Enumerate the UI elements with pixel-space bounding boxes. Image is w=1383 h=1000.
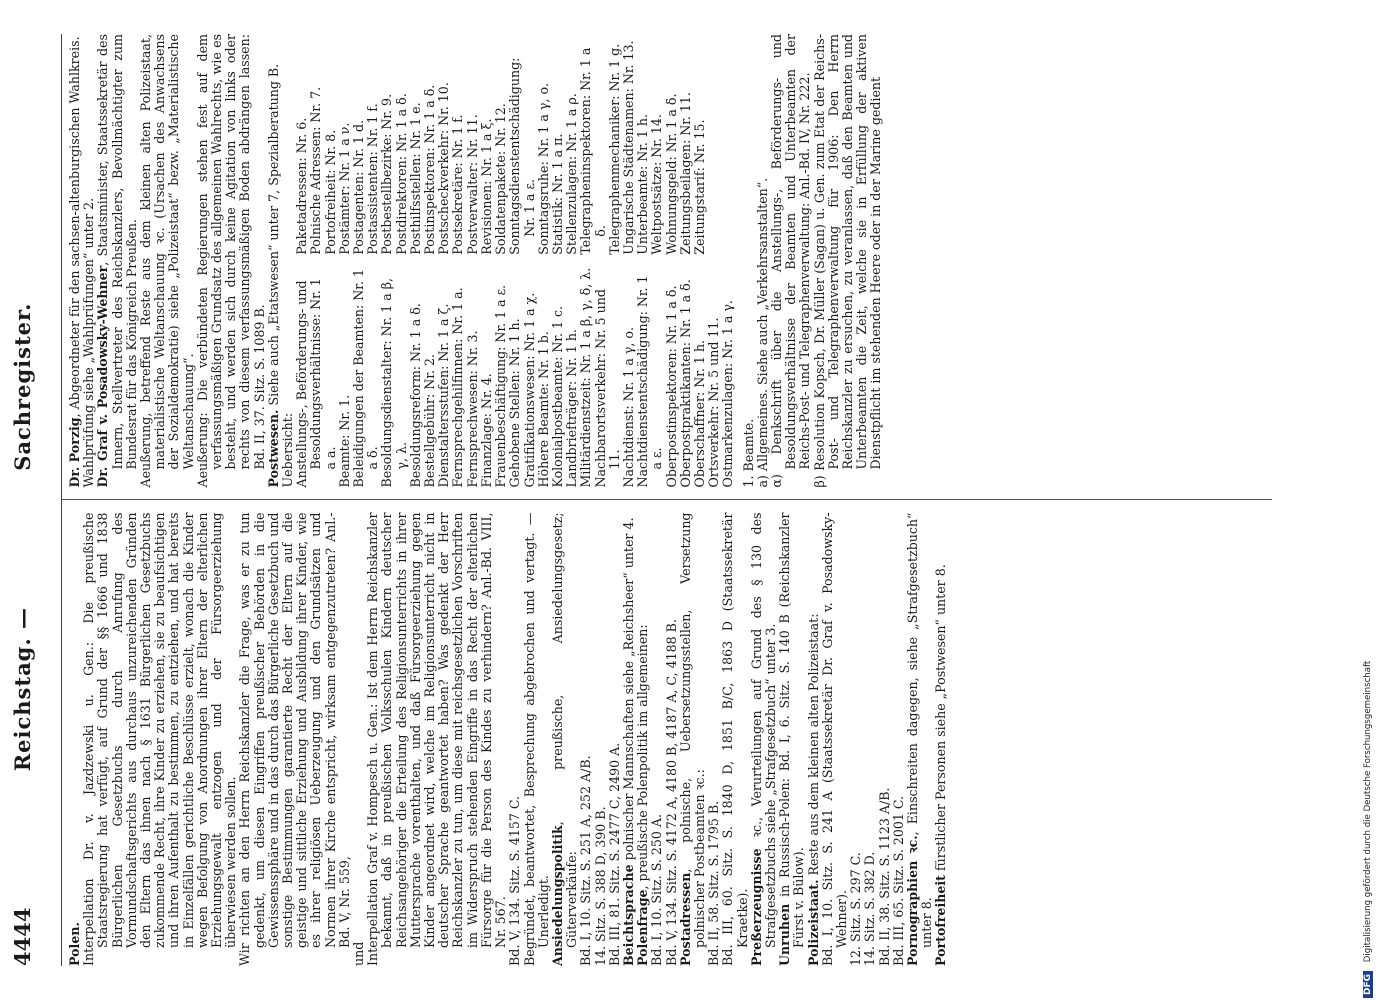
entry-text: Bd. II, 38. Sitz. S. 1123 A/B.	[876, 787, 892, 966]
index-entry	[68, 34, 82, 488]
overview-item: Ostmarkenzulagen: Nr. 1 a γ.	[720, 300, 736, 488]
index-entry	[636, 513, 650, 967]
entry-text: Aeußerung: Die verbündeten Regierungen stehen fest auf dem verfassungsmäßigen Grundsatz des allgemeinen Wahlrechts, wie es besteht, und werden sich durch keine Agitation von links oder rechts von diesem verfassungsmäßigen Boden abdrängen lassen: Bd. II, 37. Sitz. S. 1089 B.	[194, 34, 267, 488]
overview-item: Postagenten: Nr. 1 d.	[351, 119, 367, 255]
index-entry	[906, 513, 934, 967]
entry-text: 12. Sitz. S. 297 C.	[848, 852, 864, 966]
entry-text: , polnische, Uebersetzungsstellen, Versetzung polnischer Postbeamten ꝛc.:	[677, 512, 707, 948]
overview-item: Frauenbeschäftigung: Nr. 1 a ε.	[493, 284, 509, 488]
overview-item: Dienstaltersstufen: Nr. 1 a ζ.	[436, 303, 452, 488]
overview-item: Fernsprechgehilfinnen: Nr. 1 a.	[450, 287, 466, 488]
overview-item: Statistik: Nr. 1 a π.	[549, 133, 565, 255]
overview-item: Postverwalter: Nr. 11.	[464, 114, 480, 255]
entry-text: Interpellation Dr. v. Jazdzewski u. Gen.: Die preußische Staatsregierung hat verfügt, auf Grund der §§ 1666 und 1838 Bürgerlichen Gesetzbuchs durch Anrufung des Vormundschaftsgerichts aus durchaus unzureichenden Gründen den Eltern das ihnen nach § 1631 Bürgerlichen Gesetzbuchs zukommende Recht, ihre Kinder zu erziehen, sie zu beaufsichtigen und ihren Aufenthalt zu bestimmen, zu entziehen, und hat bereits in Einzelfällen gerichtliche Beschlüsse erzielt, wonach die Kinder wegen Befolgung von Anordnungen ihrer Eltern der elterlichen Erziehungsgewalt entzogen und der Fürsorgeerziehung überwiesen werden sollen.	[81, 512, 239, 966]
entry-text: , Einschreiten dagegen, siehe „Strafgesetzbuch“ unter 8.	[904, 512, 935, 948]
side-note	[1363, 8, 1377, 998]
entry-text: Bd. III, 60. Sitz. S. 1840 D, 1851 B/C, 1863 D (Staatssekretär Kraetke).	[720, 512, 750, 966]
index-entry	[508, 513, 522, 967]
entry-text: 1. Beamte.	[740, 418, 756, 488]
overview-item: Gehobene Stellen: Nr. 1 h.	[507, 318, 523, 488]
entry-text: ꝛc., Verurteilungen auf Grund des § 130 des Strafgesetzbuchs siehe „Strafgesetzbuch“ unter 3.	[748, 512, 778, 948]
overview-list	[295, 34, 735, 488]
index-entry	[238, 513, 352, 967]
entry-text: Siehe auch „Etatswesen“ unter 7, Spezialberatung B.	[265, 63, 281, 410]
index-entry	[707, 513, 721, 967]
entry-keyword: Ansiedelungspolitik	[549, 825, 565, 966]
overview-item: Besoldungsreform: Nr. 1 a δ.	[407, 303, 423, 488]
overview-item: Nachbarortsverkehr: Nr. 5 und 11.	[592, 289, 622, 488]
entry-text: Bd. I, 10. Sitz. S. 251 A, 252 A/B.	[578, 755, 594, 966]
index-entry	[68, 513, 82, 967]
entry-text: , Abgeordneter für den sachsen-altenburgischen Wahlkreis.	[67, 36, 82, 418]
index-entry	[849, 513, 863, 967]
entry-text: Aeußerung, betreffend Reste aus dem kleinen alten Polizeistaat, materialistische Weltanschauung ꝛc. (Ursachen des Anwachsens der Sozialdemokratie) siehe „Polizeistaat“ bezw. „Materialistische Weltanschauung“.	[138, 34, 196, 488]
entry-text: Bd. III, 81. Sitz. S. 2477 C, 2490 A.	[606, 742, 622, 966]
index-entry	[770, 34, 813, 488]
index-entry	[82, 513, 238, 967]
index-entry	[594, 513, 608, 967]
overview-item: Besoldungsdienstalter: Nr. 1 a β, γ, λ.	[379, 277, 409, 488]
right-column	[62, 34, 1272, 501]
overview-item: Unterbeamte: Nr. 1 h.	[635, 113, 651, 255]
overview-item: Postbestellbezirke: Nr. 9.	[379, 93, 395, 255]
entry-keyword: Beichtsprache	[620, 864, 636, 966]
index-entry	[679, 513, 707, 967]
overview-item: Revisionen: Nr. 1 a ξ.	[478, 118, 494, 255]
entry-keyword: Dr. Graf v. Posadowsky-Wehner	[95, 265, 111, 488]
index-entry	[756, 34, 770, 488]
overview-item: Höhere Beamte: Nr. 1 b.	[535, 331, 551, 488]
entry-text: Begründet, beantwortet, Besprechung abgebrochen und vertagt. — Unerledigt.	[521, 512, 551, 966]
entry-text: Bd. I, 10. Sitz. S. 241 A (Staatssekretär Dr. Graf v. Posadowsky-Wehner).	[819, 512, 849, 966]
index-entry	[650, 513, 664, 967]
index-entry	[139, 34, 196, 488]
overview-item: Portofreiheit: Nr. 8.	[322, 129, 338, 255]
overview-item: Ortsverkehr: Nr. 5 und 11.	[706, 317, 722, 488]
index-entry	[778, 513, 806, 967]
overview-item: Sonntagsdienstentschädigung: Nr. 1 a ε.	[507, 57, 537, 255]
entry-text: , Staatsminister, Staatssekretär des Innern, Stellvertreter des Reichskanzlers, Bevollmächtigter zum Bundesrat für das Königreich Preußen.	[95, 34, 139, 470]
entry-text: a) Allgemeines. Siehe auch „Verkehrsanstalten“.	[754, 177, 770, 488]
overview-item: Postdirektoren: Nr. 1 a δ.	[393, 93, 409, 255]
entry-keyword: Preßerzeugnisse	[748, 848, 764, 966]
overview-item: Zeitungstarif: Nr. 15.	[691, 119, 707, 255]
overview-item: Zeitungsbeilagen: Nr. 11.	[677, 92, 693, 255]
page-number: 4444	[10, 907, 35, 966]
overview-item: Oberschaffner: Nr. 1 h.	[691, 339, 707, 488]
index-entry	[366, 513, 508, 967]
entry-keyword: Postadressen	[677, 872, 693, 966]
overview-item: Militärdienstzeit: Nr. 1 a β, γ, δ, λ.	[578, 267, 594, 488]
entry-text: 14. Sitz. S. 382 D.	[862, 851, 878, 966]
entry-text: und	[351, 941, 367, 966]
entry-keyword: Portofreiheit	[933, 874, 949, 966]
overview-item: Kolonialpostbeamte: Nr. 1 c.	[549, 305, 565, 488]
index-entry	[750, 513, 778, 967]
entry-text: , preußische, Ansiedelungsgesetz; Güterverkäufe:	[549, 512, 580, 948]
overview-item: Polnische Adressen: Nr. 7.	[308, 86, 324, 255]
entry-keyword: Dr. Porzig	[67, 417, 82, 488]
entry-text: α) Denkschrift über die Anstellungs-, Beförderungs- und Besoldungsverhältnisse der Beamten und Unterbeamten der Reichs-Post- und Telegraphenverwaltung: Anl.-Bd. IV, Nr. 222.	[768, 34, 813, 488]
entry-text: Bd. II, 58. Sitz. S. 1795 B.	[706, 800, 722, 966]
entry-text: Wahlprüfung siehe „Wahlprüfungen“ unter 2.	[81, 197, 97, 488]
overview-item: Paketadressen: Nr. 6.	[294, 117, 310, 255]
overview-item: Oberpostinspektoren: Nr. 1 a δ.	[663, 285, 679, 488]
overview-item: Postämter: Nr. 1 a ν.	[336, 122, 352, 255]
index-entry	[196, 34, 267, 488]
entry-keyword: Postwesen.	[265, 409, 281, 488]
overview-item: Oberpostpraktikanten: Nr. 1 a δ.	[677, 279, 693, 488]
overview-item: Telegraphenmechaniker: Nr. 1 g.	[606, 43, 622, 255]
page-header	[10, 34, 62, 966]
index-entry	[807, 513, 821, 967]
entry-keyword: Polen.	[67, 922, 82, 966]
entry-text: fürstlicher Personen siehe „Postwesen“ unter 8.	[933, 564, 949, 875]
overview-item: Postsekretäre: Nr. 1 f.	[450, 114, 466, 255]
overview-item: Stellenzulagen: Nr. 1 a ρ.	[564, 93, 580, 255]
index-entry	[352, 513, 366, 967]
entry-text: in Russisch-Polen: Bd. I, 6. Sitz. S. 140 B (Reichskanzler Fürst v. Bülow).	[777, 512, 807, 948]
entry-keyword: Pornographien ꝛc.	[904, 835, 920, 966]
overview-item: Nachtdienstentschädigung: Nr. 1 a ε.	[635, 275, 665, 488]
running-title-right: Sachregister.	[10, 302, 35, 471]
overview-item: Postassistenten: Nr. 1 f.	[365, 103, 381, 255]
index-entry	[608, 513, 622, 967]
overview-item: Postinspektoren: Nr. 1 a δ.	[422, 84, 438, 255]
entry-text: Reste aus dem kleinen alten Polizeistaat:	[805, 613, 821, 880]
entry-keyword: Polizeistaat.	[805, 879, 821, 966]
entry-keyword: Polenfrage	[635, 889, 651, 966]
index-entry	[551, 513, 579, 967]
index-entry	[742, 34, 756, 488]
overview-item: Finanzlage: Nr. 4.	[478, 373, 494, 488]
overview-item: Beleidigungen der Beamten: Nr. 1 a δ.	[351, 269, 381, 488]
entry-text: Bd. III, 65. Sitz. S. 2001 C.	[890, 795, 906, 966]
index-entry	[281, 34, 295, 488]
running-title: Reichstag. —	[10, 607, 35, 772]
entry-text: 14. Sitz. S. 388 D, 390 B.	[592, 806, 608, 966]
overview-item: Landbriefträger: Nr. 1 h.	[564, 329, 580, 488]
left-column	[62, 501, 1272, 967]
index-entry	[821, 513, 849, 967]
overview-item: Beamte: Nr. 1.	[336, 394, 352, 488]
entry-text: Interpellation Graf v. Hompesch u. Gen.: Ist dem Herrn Reichskanzler bekannt, daß in preußischen Volksschulen Kindern deutscher Reichsangehöriger die Erteilung des Religionsunterrichts in ihrer Muttersprache vorenthalten, und daß Fürsorgeerziehung gegen Kinder angeordnet wird, welche im Religionsunterricht nicht in deutscher Sprache geantwortet haben? Was gedenkt der Herr Reichskanzler zu tun, um diese mit reichsgesetzlichen Vorschriften im Widerspruch stehenden Eingriffe in das Recht der elterlichen Fürsorge für die Person des Kindes zu verhindern? Anl.-Bd. VIII, Nr. 567.	[365, 512, 509, 966]
overview-item: Soldatenpakete: Nr. 12.	[493, 103, 509, 255]
entry-text: Bd. V, 134. Sitz. S. 4157 C.	[507, 795, 523, 966]
entry-text: Uebersicht:	[280, 412, 296, 488]
index-entry	[721, 513, 749, 967]
overview-item: Fernsprechwesen: Nr. 3.	[464, 330, 480, 488]
index-entry	[267, 34, 281, 488]
overview-item: Postscheckverkehr: Nr. 10.	[436, 82, 452, 255]
dfg-logo: DFG	[1363, 971, 1373, 998]
index-entry	[813, 34, 884, 488]
index-entry	[665, 513, 679, 967]
entry-text: β) Resolution Kopsch, Dr. Müller (Sagan) u. Gen. zum Etat der Reichs-Post- und Telegraphenverwaltung für 1906: Den Herrn Reichskanzler zu ersuchen, zu veranlassen, daß den Beamten und Unterbeamten die Zeit, welche sie in Erfüllung der aktiven Dienstpflicht im stehenden Heere oder in der Marine gedient	[811, 34, 884, 488]
overview-item: Anstellungs-, Beförderungs- und Besoldungsverhältnisse: Nr. 1 a a.	[294, 278, 338, 488]
digitization-credit: Digitalisierung gefördert durch die Deutsche Forschungsgemeinschaft	[1363, 660, 1373, 963]
index-entry	[892, 513, 906, 967]
overview-item: Weltpostsätze: Nr. 14.	[649, 114, 665, 255]
entry-text: , preußische Polenpolitik im allgemeinen:	[635, 624, 651, 890]
index-entry	[622, 513, 636, 967]
overview-item: Gratifikationswesen: Nr. 1 a χ.	[521, 292, 537, 488]
index-entry	[934, 513, 948, 967]
entry-keyword: Unruhen	[777, 903, 793, 966]
index-entry	[863, 513, 877, 967]
index-entry	[82, 34, 96, 488]
overview-item: Telegrapheninspektoren: Nr. 1 a δ.	[578, 47, 608, 255]
overview-item: Posthilfsstellen: Nr. 1 e.	[407, 102, 423, 255]
index-entry	[96, 34, 139, 488]
overview-item: Sonntagsruhe: Nr. 1 a γ, ο.	[535, 82, 551, 255]
entry-text: Wir richten an den Herrn Reichskanzler die Frage, was er zu tun gedenkt, um diesen Eingriffen preußischer Behörden in die Gewissenssphäre und in das durch das Bürgerliche Gesetzbuch und sonstige Bestimmungen garantierte Recht der Eltern auf die geistige und sittliche Erziehung und Ausbildung ihrer Kinder, wie es ihrer religiösen Ueberzeugung und den Grundsätzen und Normen ihrer Kirche entspricht, wirksam entgegenzutreten? Anl.-Bd. V, Nr. 559,	[237, 512, 352, 966]
entry-text: polnischer Mannschaften siehe „Reichsheer“ unter 4.	[620, 517, 636, 865]
index-entry	[878, 513, 892, 967]
entry-text: Bd. I, 10. Sitz. S. 250 A.	[649, 813, 665, 966]
overview-item: Ungarische Städtenamen: Nr. 13.	[620, 40, 636, 255]
index-entry	[523, 513, 551, 967]
overview-item: Bestellgebühr: Nr. 2.	[422, 354, 438, 488]
overview-item: Nachtdienst: Nr. 1 a γ, ο.	[620, 327, 636, 488]
overview-item: Wohnungsgeld: Nr. 1 a δ.	[663, 93, 679, 255]
index-entry	[579, 513, 593, 967]
entry-text: Bd. V, 134. Sitz. S. 4172 A, 4180 B, 4187 A, C, 4188 B.	[663, 619, 679, 966]
